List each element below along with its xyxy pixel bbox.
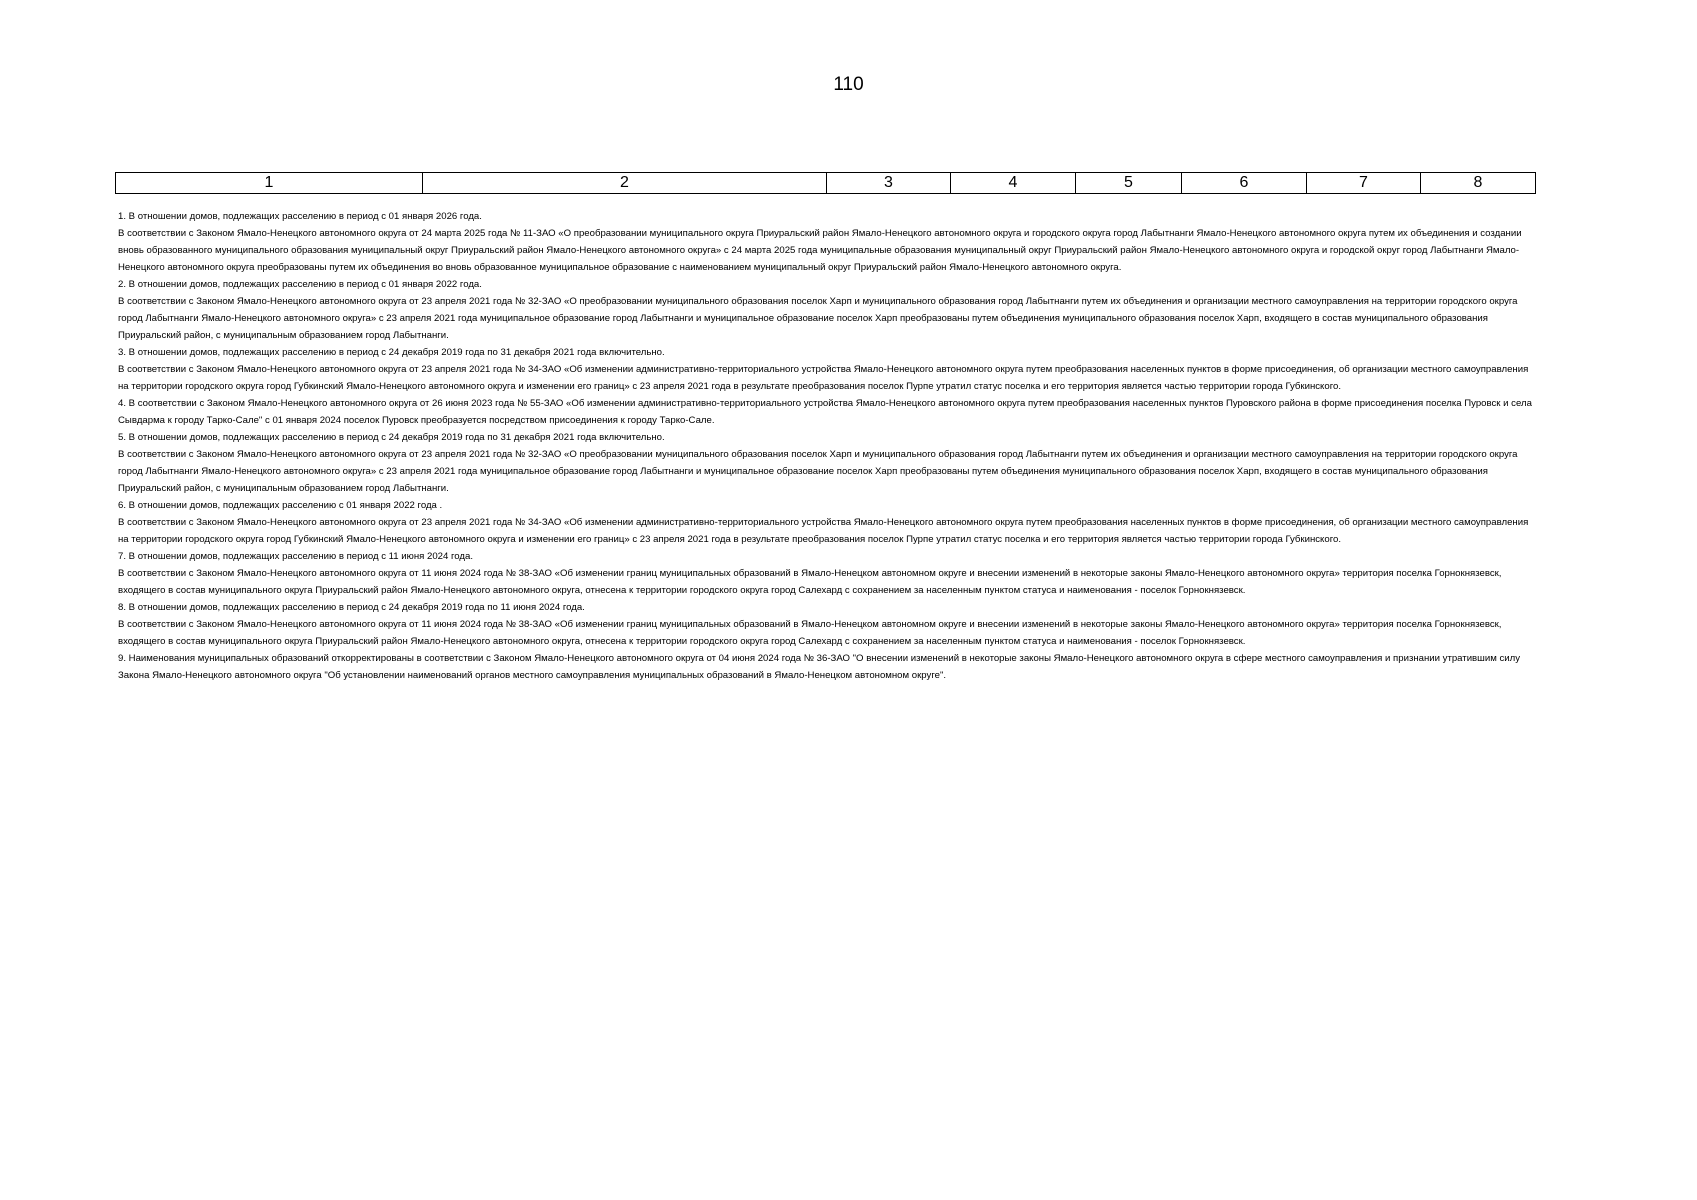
note-text: В соответствии с Законом Ямало-Ненецкого автономного округа от 11 июня 2024 года № 38-ЗАО «Об изменении границ муниципальных образований в Ямало-Ненецком автономном округе и внесении изменений в некоторые законы Ямало-Ненецкого автономного округа» территория поселка Горнокнязевск, входящего в состав муниципального округа Приуральский район Ямало-Ненецкого автономного округа, отнесена к территории городского округа город Салехард с сохранением за населенным пунктом статуса и наименования - поселок Горнокнязевск.: [118, 568, 1502, 596]
note-heading-3: 3. В отношении домов, подлежащих расселению в период с 24 декабря 2019 года по 31 декабря 2021 года включительно.: [118, 347, 665, 358]
column-number-cell: 5: [1076, 173, 1182, 194]
note-text: В соответствии с Законом Ямало-Ненецкого автономного округа от 23 апреля 2021 года № 34-ЗАО «Об изменении административно-территориального устройства Ямало-Ненецкого автономного округа путем преобразования населенных пунктов в форме присоединения, об организации местного самоуправления на территории городского округа город Губкинский Ямало-Ненецкого автономного округа и изменении его границ» с 23 апреля 2021 года в результате преобразования поселок Пурпе утратил статус поселка и его территория является частью территории города Губкинского.: [118, 517, 1529, 545]
column-number-cell: 3: [827, 173, 951, 194]
note-heading-1: 1. В отношении домов, подлежащих расселению в период с 01 января 2026 года.: [118, 211, 482, 222]
column-number-cell: 2: [423, 173, 827, 194]
header-row: [116, 173, 1536, 194]
column-number-header-table: [115, 172, 1536, 194]
note-heading-2: 2. В отношении домов, подлежащих расселению в период с 01 января 2022 года.: [118, 279, 482, 290]
note-heading-5: 5. В отношении домов, подлежащих расселению в период с 24 декабря 2019 года по 31 декабря 2021 года включительно.: [118, 432, 665, 443]
note-heading-6: 6. В отношении домов, подлежащих расселению с 01 января 2022 года .: [118, 500, 443, 511]
note-text: В соответствии с Законом Ямало-Ненецкого автономного округа от 23 апреля 2021 года № 34-ЗАО «Об изменении административно-территориального устройства Ямало-Ненецкого автономного округа путем преобразования населенных пунктов в форме присоединения, об организации местного самоуправления на территории городского округа город Губкинский Ямало-Ненецкого автономного округа и изменении его границ» с 23 апреля 2021 года в результате преобразования поселок Пурпе утратил статус поселка и его территория является частью территории города Губкинского.: [118, 364, 1529, 392]
page-number: 110: [833, 74, 864, 95]
footnotes: [118, 208, 1538, 684]
column-number-cell: 8: [1421, 173, 1536, 194]
note-heading-8: 8. В отношении домов, подлежащих расселению в период с 24 декабря 2019 года по 11 июня 2024 года.: [118, 602, 585, 613]
column-number-cell: 4: [951, 173, 1076, 194]
note-heading-4: 4. В соответствии с Законом Ямало-Ненецкого автономного округа от 26 июня 2023 года № 55-ЗАО «Об изменении административно-территориального устройства Ямало-Ненецкого автономного округа путем преобразования населенных пунктов Пуровского района в форме присоединения поселка Пуровск и села Сывдарма к городу Тарко-Сале" с 01 января 2024 поселок Пуровск преобразуется посредством присоединения к городу Тарко-Сале.: [118, 398, 1532, 426]
column-number-cell: 6: [1182, 173, 1307, 194]
note-text: В соответствии с Законом Ямало-Ненецкого автономного округа от 11 июня 2024 года № 38-ЗАО «Об изменении границ муниципальных образований в Ямало-Ненецком автономном округе и внесении изменений в некоторые законы Ямало-Ненецкого автономного округа» территория поселка Горнокнязевск, входящего в состав муниципального округа Приуральский район Ямало-Ненецкого автономного округа, отнесена к территории городского округа город Салехард с сохранением за населенным пунктом статуса и наименования - поселок Горнокнязевск.: [118, 619, 1502, 647]
column-number-cell: 1: [116, 173, 423, 194]
note-text: В соответствии с Законом Ямало-Ненецкого автономного округа от 23 апреля 2021 года № 32-ЗАО «О преобразовании муниципального образования поселок Харп и муниципального образования город Лабытнанги путем их объединения и организации местного самоуправления на территории городского округа город Лабытнанги Ямало-Ненецкого автономного округа» с 23 апреля 2021 года муниципальное образование город Лабытнанги и муниципальное образование поселок Харп преобразованы путем объединения муниципального образования поселок Харп, входящего в состав муниципального образования Приуральский район, с муниципальным образованием город Лабытнанги.: [118, 449, 1518, 494]
note-text: В соответствии с Законом Ямало-Ненецкого автономного округа от 23 апреля 2021 года № 32-ЗАО «О преобразовании муниципального образования поселок Харп и муниципального образования город Лабытнанги путем их объединения и организации местного самоуправления на территории городского округа город Лабытнанги Ямало-Ненецкого автономного округа» с 23 апреля 2021 года муниципальное образование город Лабытнанги и муниципальное образование поселок Харп преобразованы путем объединения муниципального образования поселок Харп, входящего в состав муниципального образования Приуральский район, с муниципальным образованием город Лабытнанги.: [118, 296, 1518, 341]
note-text: В соответствии с Законом Ямало-Ненецкого автономного округа от 24 марта 2025 года № 11-ЗАО «О преобразовании муниципального округа Приуральский район Ямало-Ненецкого автономного округа и городского округа город Лабытнанги Ямало-Ненецкого автономного округа путем их объединения и создании вновь образованного муниципального образования муниципальный округ Приуральский район Ямало-Ненецкого автономного округа» с 24 марта 2025 года муниципальные образования муниципальный округ Приуральский район Ямало-Ненецкого автономного округа и городской округ город Лабытнанги Ямало-Ненецкого автономного округа преобразованы путем их объединения во вновь образованное муниципальное образование с наименованием муниципальный округ Приуральский район Ямало-Ненецкого автономного округа.: [118, 228, 1522, 273]
note-heading-7: 7. В отношении домов, подлежащих расселению в период с 11 июня 2024 года.: [118, 551, 474, 562]
note-heading-9: 9. Наименования муниципальных образований откорректированы в соответствии с Законом Ямало-Ненецкого автономного округа от 04 июня 2024 года № 36-ЗАО "О внесении изменений в некоторые законы Ямало-Ненецкого автономного округа в сфере местного самоуправления и признании утратившим силу Закона Ямало-Ненецкого автономного округа "Об установлении наименований органов местного самоуправления муниципальных образований в Ямало-Ненецком автономном округе".: [118, 653, 1521, 681]
column-number-cell: 7: [1307, 173, 1421, 194]
